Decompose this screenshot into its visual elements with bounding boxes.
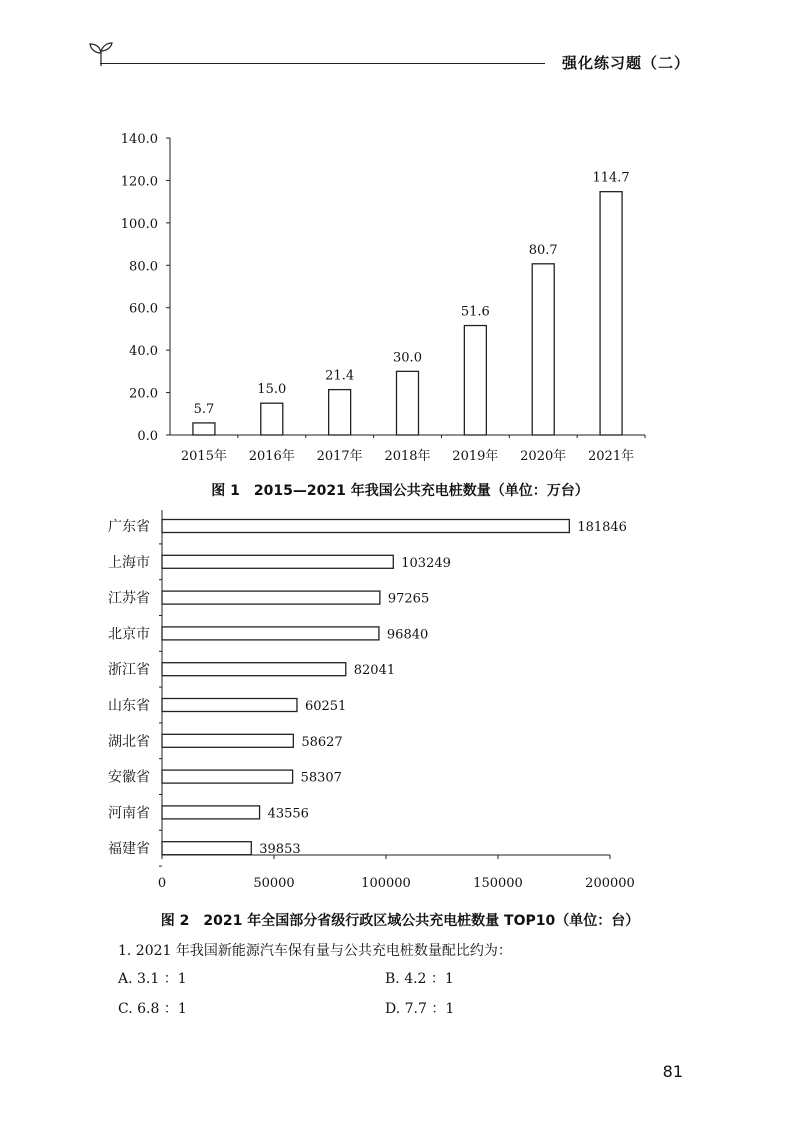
x-tick-label: 50000 [253, 876, 295, 891]
figure2-caption: 图 2 2021 年全国部分省级行政区域公共充电桩数量 TOP10（单位：台） [160, 913, 640, 929]
y-category-label: 上海市 [108, 554, 150, 571]
bar [532, 264, 554, 435]
bar-value-label: 181846 [577, 520, 627, 535]
option-d: D. 7.7 ：1 [385, 1001, 455, 1017]
header-rule [100, 63, 545, 64]
question-stem: 1. 2021 年我国新能源汽车保有量与公共充电桩数量配比约为： [118, 943, 512, 959]
x-tick-label: 150000 [473, 876, 523, 891]
bar-value-label: 60251 [304, 699, 347, 714]
y-category-label: 湖北省 [108, 733, 150, 750]
bar [464, 326, 486, 435]
y-category-label: 浙江省 [108, 662, 150, 679]
y-category-label: 江苏省 [108, 590, 150, 607]
bar [162, 699, 297, 712]
y-category-label: 广东省 [108, 519, 150, 535]
bar [600, 192, 622, 435]
option-c: C. 6.8 ：1 [118, 1001, 187, 1017]
y-category-label: 福建省 [108, 841, 150, 858]
figure1-caption: 图 1 2015—2021 年我国公共充电桩数量（单位：万台） [211, 483, 589, 499]
y-category-label: 北京市 [108, 626, 150, 643]
x-tick-label: 2018年 [384, 449, 431, 464]
bar-value-label: 51.6 [460, 304, 490, 320]
x-tick-label: 200000 [585, 876, 635, 891]
x-tick-label: 0 [157, 876, 167, 891]
bar-value-label: 58307 [300, 770, 342, 786]
x-tick-label: 2017年 [316, 449, 363, 464]
bar-value-label: 5.7 [193, 401, 215, 417]
bar [329, 390, 351, 435]
y-tick-label: 60.0 [129, 301, 158, 317]
section-title: 强化练习题（二） [561, 54, 690, 72]
bar [162, 842, 251, 855]
bar-value-label: 97265 [387, 591, 430, 607]
bar [162, 770, 293, 783]
y-category-label: 河南省 [108, 805, 150, 822]
y-tick-label: 100.0 [120, 216, 158, 232]
x-tick-label: 2020年 [520, 449, 567, 464]
bar-value-label: 58627 [301, 734, 343, 750]
bar-value-label: 80.7 [528, 242, 558, 258]
option-b: B. 4.2 ：1 [385, 971, 454, 987]
y-tick-label: 120.0 [120, 174, 158, 190]
y-category-label: 安徽省 [108, 769, 150, 786]
bar-value-label: 96840 [386, 627, 429, 643]
bar [162, 591, 380, 604]
bar-value-label: 30.0 [393, 350, 422, 366]
bar-value-label: 82041 [353, 663, 396, 679]
figure2-chart [0, 505, 800, 900]
y-tick-label: 40.0 [129, 344, 158, 360]
y-tick-label: 80.0 [129, 259, 158, 275]
bar [162, 734, 293, 747]
figure1-chart [0, 125, 800, 475]
x-tick-label: 2019年 [452, 449, 499, 464]
x-tick-label: 100000 [361, 876, 411, 891]
bar-value-label: 103249 [401, 555, 451, 571]
bar [193, 423, 215, 435]
bar-value-label: 15.0 [257, 382, 287, 398]
bar [261, 403, 283, 435]
x-tick-label: 2015年 [180, 449, 227, 464]
bar-value-label: 21.4 [325, 368, 355, 384]
bar [162, 520, 569, 533]
bar [162, 555, 393, 568]
y-tick-label: 20.0 [129, 386, 158, 402]
bar [162, 806, 260, 819]
y-category-label: 山东省 [108, 698, 150, 714]
y-tick-label: 140.0 [120, 132, 158, 147]
bar [397, 371, 419, 435]
page-number: 81 [662, 1062, 683, 1081]
option-a: A. 3.1 ：1 [118, 971, 187, 987]
bar [162, 663, 346, 676]
x-tick-label: 2021年 [588, 449, 635, 464]
bar-value-label: 43556 [267, 806, 309, 822]
bar [162, 627, 379, 640]
bar-value-label: 114.7 [592, 170, 630, 186]
x-tick-label: 2016年 [248, 449, 295, 464]
y-tick-label: 0.0 [137, 429, 158, 444]
bar-value-label: 39853 [259, 842, 301, 858]
